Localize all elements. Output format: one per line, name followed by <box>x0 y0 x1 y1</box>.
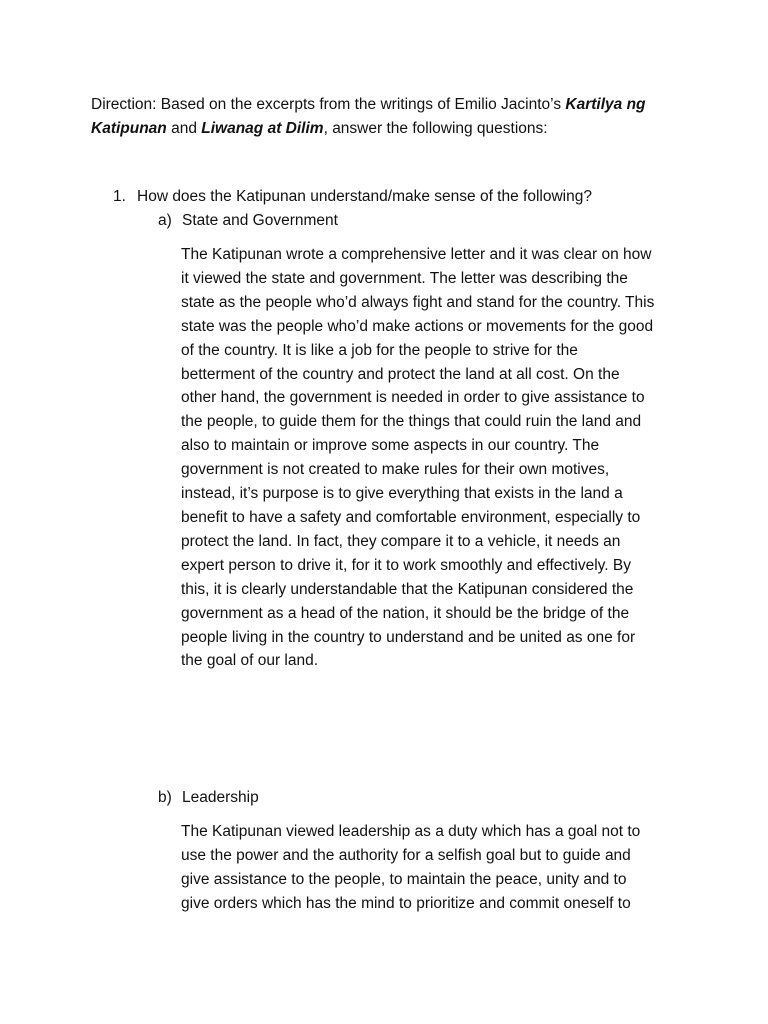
answer-line: government as a head of the nation, it should be the bridge of the <box>181 604 630 622</box>
question-1 <box>113 186 592 208</box>
item-b-heading <box>158 787 259 809</box>
answer-line: The Katipunan viewed leadership as a duty which has a goal not to <box>181 823 641 840</box>
direction-paragraph <box>91 93 691 141</box>
answer-line: betterment of the country and protect the land at all cost. On the <box>181 365 620 383</box>
answer-line: it viewed the state and government. The letter was describing the <box>181 269 628 287</box>
answer-line: give assistance to the people, to maintain the peace, unity and to <box>181 870 627 888</box>
kartilya-title-part1: Kartilya ng <box>565 96 646 113</box>
item-a-heading <box>158 210 338 232</box>
answer-line: also to maintain or improve some aspects in our country. The <box>181 437 600 455</box>
liwanag-title: Liwanag at Dilim <box>201 120 324 137</box>
answer-line: give orders which has the mind to prioritize and commit oneself to <box>181 894 631 912</box>
answer-line: of the country. It is like a job for the people to strive for the <box>181 341 578 359</box>
answer-line: state was the people who’d make actions or movements for the good <box>181 317 654 335</box>
answer-line: the people, to guide them for the things that could ruin the land and <box>181 413 642 431</box>
direction-and: and <box>166 120 202 137</box>
direction-suffix: , answer the following questions: <box>323 120 548 137</box>
answer-line: state as the people who’d always fight and stand for the country. This <box>181 293 655 311</box>
item-a-title: State and Government <box>182 212 338 229</box>
answer-line: people living in the country to understand and be united as one for <box>181 628 636 646</box>
answer-line: use the power and the authority for a selfish goal but to guide and <box>181 846 631 864</box>
answer-line: expert person to drive it, for it to work smoothly and effectively. By <box>181 556 631 574</box>
item-b-title: Leadership <box>182 789 259 806</box>
answer-line: The Katipunan wrote a comprehensive letter and it was clear on how <box>181 246 652 263</box>
answer-line: government is not created to make rules for their own motives, <box>181 461 610 479</box>
answer-line: the goal of our land. <box>181 652 319 670</box>
item-a-answer <box>181 243 681 673</box>
answer-line: protect the land. In fact, they compare it to a vehicle, it needs an <box>181 532 621 550</box>
kartilya-title-part2: Katipunan <box>91 120 167 137</box>
question-1-text: How does the Katipunan understand/make sense of the following? <box>137 188 592 205</box>
answer-line: benefit to have a safety and comfortable environment, especially to <box>181 508 641 526</box>
item-a-letter: a) <box>158 212 172 229</box>
item-b-letter: b) <box>158 789 172 806</box>
item-b-answer <box>181 820 681 916</box>
answer-line: other hand, the government is needed in order to give assistance to <box>181 389 645 407</box>
answer-line: instead, it’s purpose is to give everything that exists in the land a <box>181 485 623 503</box>
answer-line: this, it is clearly understandable that the Katipunan considered the <box>181 580 634 598</box>
question-1-number: 1. <box>113 188 126 205</box>
direction-prefix: Direction: Based on the excerpts from the writings of Emilio Jacinto’s <box>91 96 566 113</box>
